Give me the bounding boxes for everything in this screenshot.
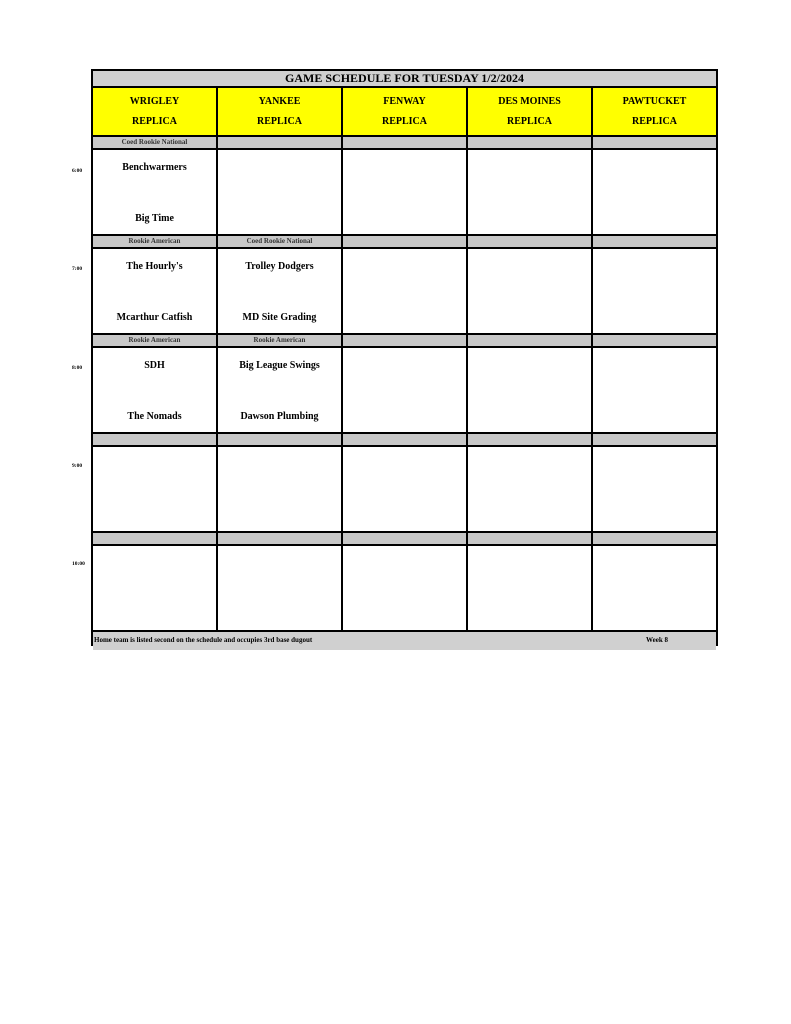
game-cell — [343, 249, 468, 335]
division-label — [218, 533, 343, 546]
division-label — [218, 137, 343, 150]
field-header-wrigley — [93, 88, 218, 137]
division-label — [593, 533, 716, 546]
game-cell — [343, 546, 468, 632]
field-sub: REPLICA — [256, 115, 302, 127]
field-sub: REPLICA — [131, 115, 177, 127]
footer-note: Home team is listed second on the schedule and occupies 3rd base dugout — [94, 636, 313, 644]
division-label: Rookie American — [93, 236, 218, 249]
game-cell — [343, 348, 468, 434]
game-cell — [593, 249, 716, 335]
game-cell — [593, 348, 716, 434]
field-header-yankee — [218, 88, 343, 137]
division-label: Rookie American — [218, 335, 343, 348]
game-cell — [343, 150, 468, 236]
field-sub: REPLICA — [631, 115, 677, 127]
game-cell — [468, 348, 593, 434]
division-label — [468, 533, 593, 546]
time-label-8: 8:00 — [72, 365, 83, 371]
game-cell — [93, 546, 218, 632]
division-label — [343, 137, 468, 150]
division-label — [468, 236, 593, 249]
division-label — [593, 335, 716, 348]
game-cell — [468, 546, 593, 632]
game-cell — [93, 150, 218, 236]
game-cell — [218, 150, 343, 236]
time-label-7: 7:00 — [72, 266, 83, 272]
division-label — [93, 434, 218, 447]
field-name: FENWAY — [383, 96, 426, 108]
division-label — [343, 335, 468, 348]
game-cell — [468, 447, 593, 533]
division-label — [468, 137, 593, 150]
division-label: Coed Rookie National — [218, 236, 343, 249]
game-cell — [218, 249, 343, 335]
division-label — [218, 434, 343, 447]
schedule-footer — [93, 632, 716, 650]
field-sub: REPLICA — [506, 115, 552, 127]
home-team: The Nomads — [127, 411, 182, 422]
home-team: Big Time — [135, 213, 174, 224]
game-cell — [218, 348, 343, 434]
time-label-6: 6:00 — [72, 168, 83, 174]
home-team: Dawson Plumbing — [240, 411, 319, 422]
game-cell — [218, 546, 343, 632]
division-label — [343, 236, 468, 249]
field-header-fenway — [343, 88, 468, 137]
schedule-title: GAME SCHEDULE FOR TUESDAY 1/2/2024 — [93, 71, 716, 88]
game-cell — [593, 150, 716, 236]
away-team: Benchwarmers — [122, 162, 187, 173]
field-name: DES MOINES — [498, 96, 561, 108]
away-team: SDH — [144, 360, 165, 371]
game-cell — [93, 447, 218, 533]
field-header-pawtucket — [593, 88, 716, 137]
home-team: MD Site Grading — [242, 312, 317, 323]
away-team: Big League Swings — [239, 360, 320, 371]
division-label — [593, 236, 716, 249]
game-cell — [343, 447, 468, 533]
division-label — [343, 533, 468, 546]
division-label — [593, 137, 716, 150]
field-header-des-moines — [468, 88, 593, 137]
division-label — [468, 434, 593, 447]
schedule-table — [91, 69, 718, 646]
home-team: Mcarthur Catfish — [116, 312, 193, 323]
time-label-10: 10:00 — [72, 561, 85, 567]
time-label-9: 9:00 — [72, 463, 83, 469]
division-label: Rookie American — [93, 335, 218, 348]
field-name: WRIGLEY — [129, 96, 180, 108]
field-name: PAWTUCKET — [622, 96, 687, 108]
away-team: Trolley Dodgers — [245, 261, 314, 272]
game-cell — [593, 546, 716, 632]
field-sub: REPLICA — [381, 115, 427, 127]
game-cell — [468, 249, 593, 335]
game-cell — [218, 447, 343, 533]
division-label — [593, 434, 716, 447]
game-cell — [93, 249, 218, 335]
game-cell — [593, 447, 716, 533]
division-label — [343, 434, 468, 447]
field-name: YANKEE — [258, 96, 301, 108]
division-label: Coed Rookie National — [93, 137, 218, 150]
week-label: Week 8 — [646, 636, 668, 644]
game-cell — [468, 150, 593, 236]
game-cell — [93, 348, 218, 434]
division-label — [468, 335, 593, 348]
away-team: The Hourly's — [126, 261, 183, 272]
division-label — [93, 533, 218, 546]
